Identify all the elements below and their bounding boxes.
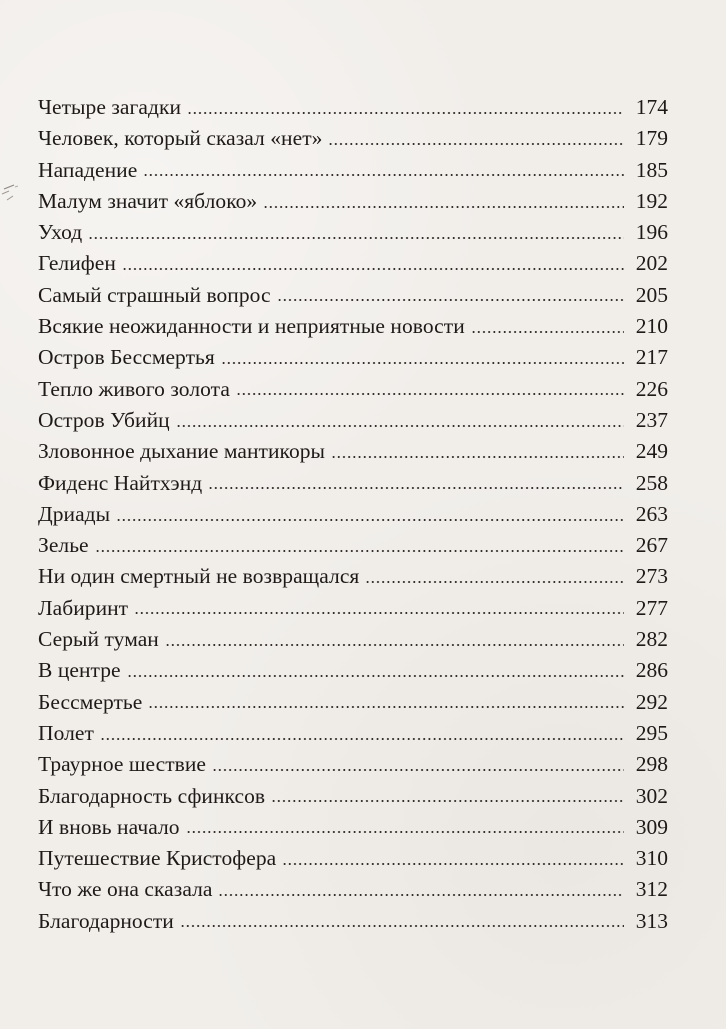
toc-entry (38, 906, 668, 937)
toc-entry-page: 282 (635, 627, 668, 652)
toc-entry-title: Зелье (38, 533, 89, 558)
toc-entry-title: Бессмертье (38, 689, 143, 714)
toc-entry-page: 292 (635, 689, 668, 714)
toc-entry (38, 593, 668, 624)
dot-leader (134, 612, 624, 614)
toc-entry-title: Серый туман (38, 627, 159, 652)
toc-entry (38, 186, 668, 217)
toc-entry-page: 192 (635, 188, 668, 213)
toc-entry-title: Всякие неожиданности и неприятные новости (38, 314, 465, 339)
toc-entry (38, 749, 668, 780)
toc-entry-page: 237 (635, 407, 668, 432)
toc-entry (38, 155, 668, 186)
toc-entry-title: Человек, который сказал «нет» (38, 126, 323, 151)
dot-leader (212, 769, 624, 771)
toc-entry (38, 812, 668, 843)
toc-entry-page: 312 (635, 877, 668, 902)
toc-entry-page: 249 (635, 439, 668, 464)
toc-entry (38, 280, 668, 311)
dot-leader (328, 143, 624, 145)
toc-entry-title: В центре (38, 658, 121, 683)
toc-entry-page: 210 (635, 314, 668, 339)
toc-entry-title: И вновь начало (38, 814, 180, 839)
dot-leader (236, 393, 624, 395)
toc-entry (38, 781, 668, 812)
dot-leader (176, 425, 624, 427)
toc-entry-page: 196 (635, 220, 668, 245)
toc-entry (38, 655, 668, 686)
toc-entry (38, 468, 668, 499)
toc-entry (38, 561, 668, 592)
toc-entry (38, 217, 668, 248)
toc-entry (38, 687, 668, 718)
toc-entry-title: Ни один смертный не возвращался (38, 564, 360, 589)
dot-leader (180, 925, 624, 927)
dot-leader (186, 831, 624, 833)
dot-leader (365, 581, 624, 583)
toc-entry-page: 185 (635, 157, 668, 182)
toc-entry-page: 202 (635, 251, 668, 276)
dot-leader (208, 487, 624, 489)
toc-entry-title: Тепло живого золота (38, 376, 230, 401)
toc-entry-page: 313 (635, 908, 668, 933)
toc-entry-title: Остров Убийц (38, 407, 170, 432)
dot-leader (263, 206, 624, 208)
pencil-mark (0, 178, 38, 208)
dot-leader (122, 268, 624, 270)
toc-entry (38, 405, 668, 436)
toc-entry-page: 310 (635, 846, 668, 871)
toc-entry-title: Что же она сказала (38, 877, 213, 902)
toc-entry-page: 217 (635, 345, 668, 370)
toc-entry (38, 843, 668, 874)
toc-entry (38, 311, 668, 342)
toc-entry-page: 295 (635, 720, 668, 745)
dot-leader (282, 863, 624, 865)
dot-leader (277, 299, 624, 301)
toc-entry-title: Благодарности (38, 908, 174, 933)
dot-leader (187, 112, 624, 114)
toc-entry-title: Уход (38, 220, 83, 245)
toc-entry (38, 248, 668, 279)
toc-entry-title: Остров Бессмертья (38, 345, 215, 370)
toc-entry-page: 263 (635, 501, 668, 526)
toc-entry-page: 277 (635, 595, 668, 620)
toc-entry (38, 499, 668, 530)
toc-entry-page: 179 (635, 126, 668, 151)
toc-entry-title: Дриады (38, 501, 111, 526)
toc-entry (38, 342, 668, 373)
dot-leader (331, 456, 624, 458)
toc-entry-title: Путешествие Кристофера (38, 846, 277, 871)
toc-entry-title: Благодарность сфинксов (38, 783, 266, 808)
toc-entry-title: Траурное шествие (38, 752, 207, 777)
toc-entry-page: 309 (635, 814, 668, 839)
toc-entry-page: 267 (635, 533, 668, 558)
toc-entry (38, 718, 668, 749)
dot-leader (271, 800, 624, 802)
toc-entry (38, 436, 668, 467)
dot-leader (100, 738, 624, 740)
dot-leader (218, 894, 624, 896)
toc-entry (38, 530, 668, 561)
toc-entry-title: Четыре загадки (38, 95, 182, 119)
dot-leader (165, 644, 624, 646)
toc-entry-page: 273 (635, 564, 668, 589)
toc-entry-title: Самый страшный вопрос (38, 282, 271, 307)
toc-entry-title: Гелифен (38, 251, 116, 276)
toc-entry-page: 205 (635, 282, 668, 307)
toc-entry-page: 258 (635, 470, 668, 495)
toc-entry-title: Нападение (38, 157, 138, 182)
dot-leader (148, 706, 624, 708)
toc-entry-page: 286 (635, 658, 668, 683)
toc-entry-page: 302 (635, 783, 668, 808)
toc-entry-page: 174 (635, 95, 668, 119)
dot-leader (88, 237, 624, 239)
toc-entry-title: Малум значит «яблоко» (38, 188, 258, 213)
toc-entry (38, 92, 668, 123)
toc-entry-page: 226 (635, 376, 668, 401)
dot-leader (95, 550, 624, 552)
dot-leader (127, 675, 624, 677)
dot-leader (471, 331, 624, 333)
toc-entry (38, 374, 668, 405)
toc-entry (38, 874, 668, 905)
toc-entry (38, 624, 668, 655)
table-of-contents (38, 92, 668, 937)
toc-entry-title: Зловонное дыхание мантикоры (38, 439, 326, 464)
toc-entry-title: Полет (38, 720, 94, 745)
toc-entry (38, 123, 668, 154)
toc-entry-page: 298 (635, 752, 668, 777)
dot-leader (143, 174, 624, 176)
toc-entry-title: Лабиринт (38, 595, 129, 620)
dot-leader (221, 362, 624, 364)
dot-leader (116, 519, 624, 521)
toc-entry-title: Фиденс Найтхэнд (38, 470, 203, 495)
